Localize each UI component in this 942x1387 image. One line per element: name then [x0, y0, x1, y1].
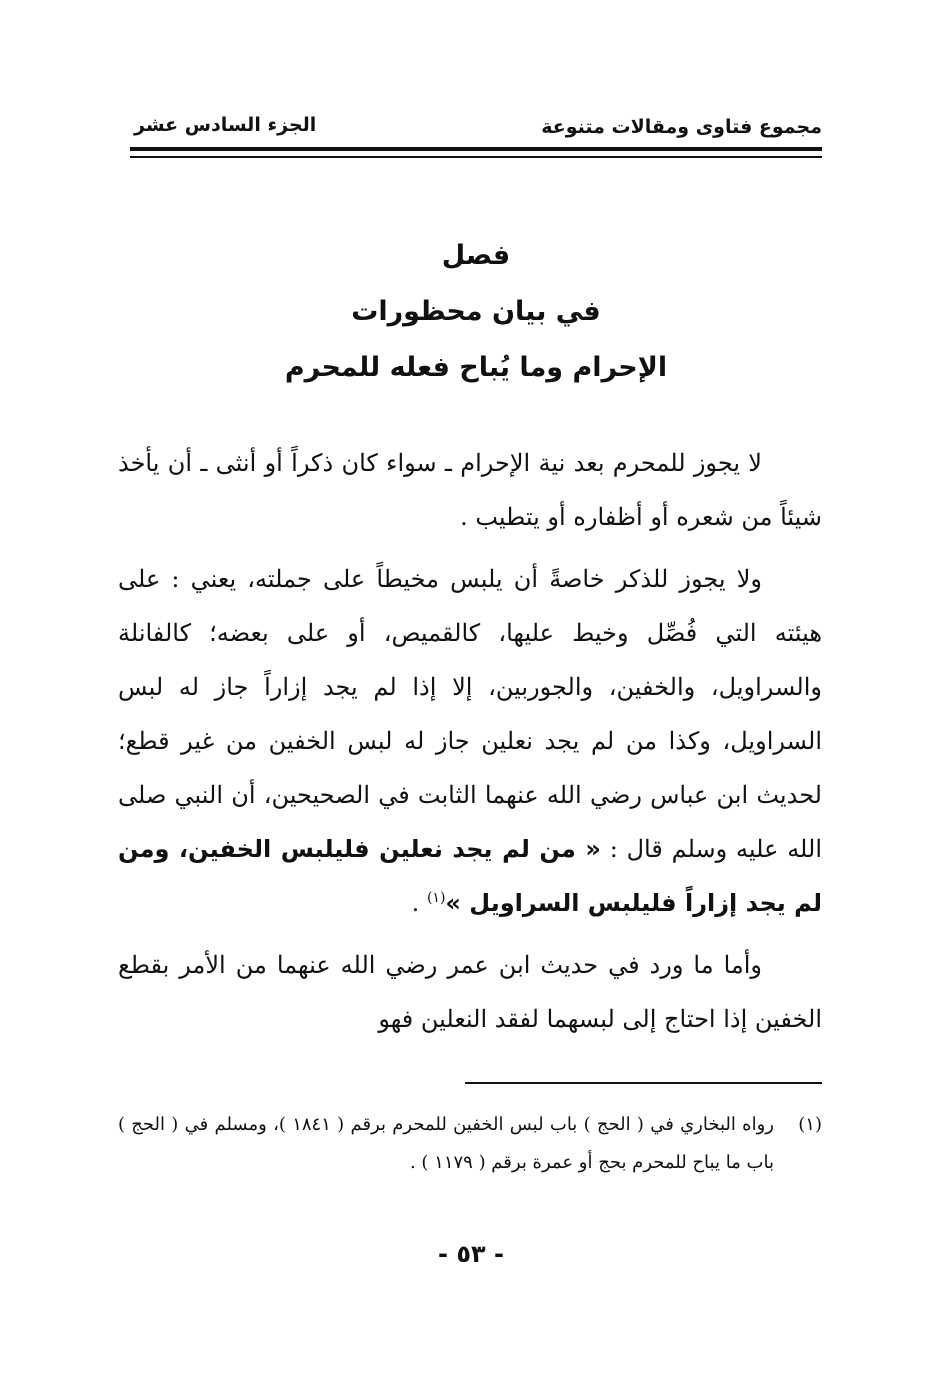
section-heading [130, 228, 822, 396]
heading-line-2: في بيان محظورات [351, 296, 601, 327]
heading-line-3: الإحرام وما يُباح فعله للمحرم [284, 352, 668, 383]
footnote [118, 1106, 822, 1182]
footnote-reference: (١) [426, 890, 446, 906]
paragraph-1: لا يجوز للمحرم بعد نية الإحرام ـ سواء كان ذكراً أو أنثى ـ أن يأخذ شيئاً من شعره أو أظفاره أو يتطيب . [118, 449, 822, 531]
hadith-quote: « من لم يجد نعلين فليلبس الخفين، ومن لم يجد إزاراً فليلبس السراويل » [118, 835, 822, 917]
page-number: - ٥٣ - [438, 1240, 504, 1268]
paragraph-2 [118, 552, 822, 930]
volume-label: الجزء السادس عشر [134, 114, 317, 136]
footnote-text: رواه البخاري في ( الحج ) باب لبس الخفين للمحرم برقم ( ١٨٤١ )، ومسلم في ( الحج ) باب ما يباح للمحرم بحج أو عمرة برقم ( ١١٧٩ ) . [118, 1114, 774, 1173]
header-rule-thick [130, 147, 822, 151]
header-rule-thin [130, 156, 822, 158]
body-text [118, 436, 822, 1054]
paragraph-2-end: . [411, 889, 427, 917]
paragraph-2-text: ولا يجوز للذكر خاصةً أن يلبس مخيطاً على جملته، يعني : على هيئته التي فُصِّل وخيط عليها، كالقميص، أو على بعضه؛ كالفانلة والسراويل، والخفين، والجوربين، إلا إذا لم يجد إزاراً جاز له لبس السراويل، وكذا من لم يجد نعلين جاز له لبس الخفين من غير قطع؛ لحديث ابن عباس رضي الله عنهما الثابت في الصحيحين، أن النبي صلى الله عليه وسلم قال : [118, 565, 822, 863]
footnote-rule [465, 1082, 822, 1084]
running-header [130, 112, 822, 144]
paragraph-3: وأما ما ورد في حديث ابن عمر رضي الله عنهما من الأمر بقطع الخفين إذا احتاج إلى لبسهما لفقد النعلين فهو [118, 951, 822, 1033]
book-title: مجموع فتاوى ومقالات متنوعة [541, 116, 822, 138]
footnote-marker: (١) [798, 1114, 822, 1135]
heading-line-1: فصل [441, 240, 511, 271]
